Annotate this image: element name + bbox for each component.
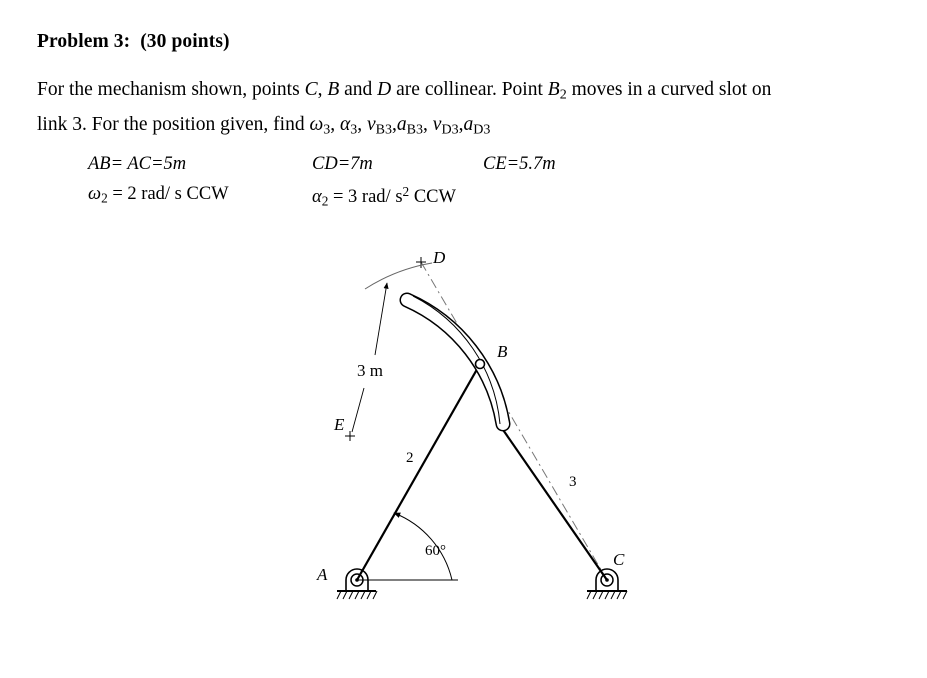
dimension-line-lower	[352, 388, 364, 432]
dimension-label: 3 m	[357, 361, 383, 380]
dimension-arc	[365, 263, 432, 289]
link-3	[499, 424, 607, 580]
label-link-2: 2	[406, 450, 414, 466]
statement-line-2: link 3. For the position given, find $\omega_3$, $\alpha_3$, $v_{B3},a_{B3}$, $v_{D3},a_{D3}$	[37, 113, 491, 137]
collinear-line	[421, 262, 607, 580]
problem-heading: Problem 3	[37, 31, 124, 52]
given-cd: CD=7m	[312, 154, 373, 174]
statement-line-1: For the mechanism shown, points C, B and D are collinear. Point $B_2$ moves in a curved slot on	[37, 79, 772, 103]
curved-slot	[407, 296, 503, 424]
ground-pivot-c	[587, 569, 627, 599]
label-c: C	[613, 550, 625, 569]
angle-label: 60°	[425, 543, 446, 559]
link-2	[357, 364, 480, 580]
given-ab-ac: AB= AC=5m	[88, 154, 187, 174]
label-e: E	[334, 415, 345, 434]
ground-pivot-a	[337, 569, 377, 599]
given-ce: CE=5.7m	[483, 154, 556, 174]
problem-points: (30 points)	[140, 31, 230, 52]
given-alpha2: $\alpha_2 = 3$ rad/ $s^2$ CCW	[312, 184, 456, 209]
given-omega2: $\omega_2 = 2$ rad/ s CCW	[88, 184, 229, 206]
problem-separator: :	[123, 31, 131, 52]
label-link-3: 3	[569, 474, 577, 490]
pin-b	[476, 360, 485, 369]
point-e-marker	[345, 431, 355, 441]
label-a: A	[317, 565, 328, 584]
dimension-line-upper	[375, 283, 387, 355]
label-b: B	[497, 342, 508, 361]
label-d: D	[433, 248, 446, 267]
